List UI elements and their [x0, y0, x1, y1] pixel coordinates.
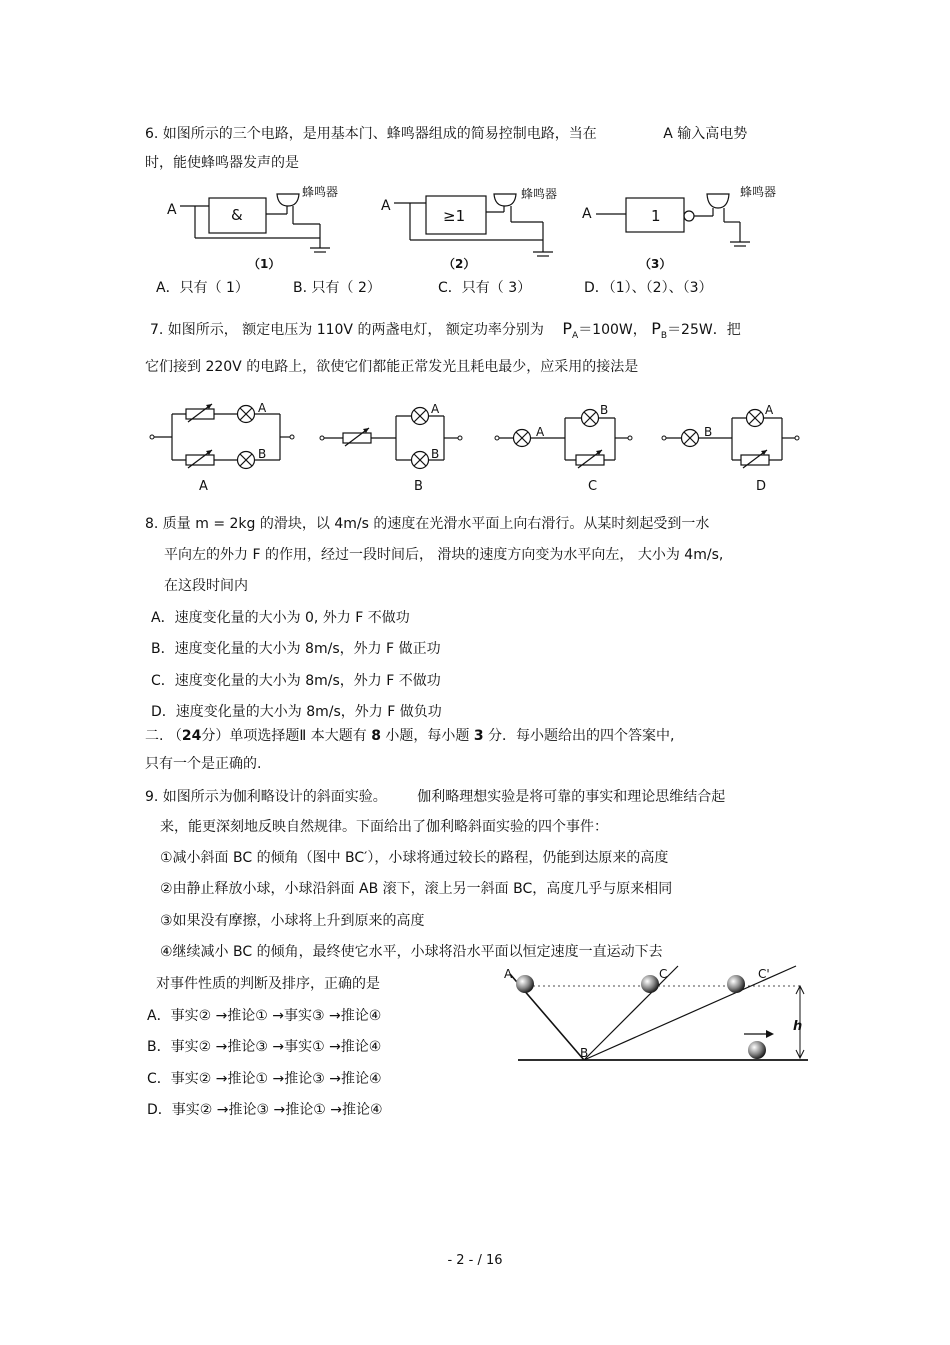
q8-line1: 8. 质量 m = 2kg 的滑块，以 4m/s 的速度在光滑水平面上向右滑行。从某时刻起受到一水: [145, 516, 710, 532]
svg-text:B: B: [431, 447, 440, 461]
circuit-c: [495, 403, 632, 494]
q8-option-d: D．速度变化量的大小为 8m/s，外力 F 做负功: [151, 704, 442, 720]
svg-text:A: A: [765, 403, 774, 417]
galileo-incline-figure: [500, 962, 820, 1067]
q6-option-a: A．只有（ 1）: [156, 280, 249, 296]
buzzer-icon: [494, 194, 516, 206]
q9-prompt: 对事件性质的判断及排序，正确的是: [156, 976, 380, 992]
svg-text:蜂鸣器: 蜂鸣器: [302, 185, 339, 199]
buzzer-icon: [707, 194, 729, 208]
svg-text:h: h: [793, 1019, 803, 1034]
circuit-a: [150, 401, 294, 494]
svg-text:D: D: [756, 479, 767, 494]
svg-text:≥1: ≥1: [443, 207, 466, 225]
svg-text:蜂鸣器: 蜂鸣器: [521, 187, 558, 201]
q9-option-a: A．事实② →推论① →事实③ →推论④: [147, 1008, 382, 1024]
q9-event-3: ③如果没有摩擦，小球将上升到原来的高度: [160, 913, 425, 929]
q6-option-b: B. 只有（ 2）: [293, 280, 381, 296]
q6-stem-line1: 6. 如图所示的三个电路，是用基本门、蜂鸣器组成的简易控制电路，当在 A 输入高电势: [145, 126, 748, 142]
svg-text:C': C': [758, 967, 770, 981]
q8-line2: 平向左的外力 F 的作用，经过一段时间后， 滑块的速度方向变为水平向左， 大小为 4m/s,: [164, 547, 724, 563]
svg-text:A: A: [199, 479, 208, 494]
page-number: - 2 - / 16: [447, 1253, 503, 1268]
section2-heading: 二. （24分）单项选择题Ⅱ 本大题有 8 小题，每小题 3 分．每小题给出的四个答案中,: [145, 728, 675, 744]
svg-text:B: B: [704, 425, 713, 439]
circuit-d: [662, 403, 799, 494]
svg-text:（1）: （1）: [248, 257, 281, 271]
svg-text:B: B: [600, 403, 609, 417]
ball-icon: [727, 975, 745, 993]
ball-icon: [748, 1041, 766, 1059]
q9-option-d: D．事实② →推论③ →推论① →推论④: [147, 1102, 383, 1118]
q9-line2: 来，能更深刻地反映自然规律。下面给出了伽利略斜面实验的四个事件：: [160, 819, 608, 835]
svg-text:B: B: [580, 1046, 589, 1060]
buzzer-icon: [277, 194, 299, 206]
svg-text:&: &: [231, 206, 243, 224]
circuit-2: [381, 186, 557, 271]
q7-circuit-diagrams: [0, 398, 950, 498]
q6-option-d: D．（1）、（2）、（3）: [584, 280, 713, 296]
svg-text:C: C: [588, 479, 598, 494]
q9-option-b: B．事实② →推论③ →事实① →推论④: [147, 1039, 382, 1055]
q7-stem-line1: 7. 如图所示， 额定电压为 110V 的两盏电灯， 额定功率分别为 $P_A=100W$， $P_B=25W$．把: [150, 319, 741, 341]
svg-text:B: B: [258, 447, 267, 461]
q8-option-c: C．速度变化量的大小为 8m/s，外力 F 不做功: [151, 673, 441, 689]
q6-option-c: C．只有（ 3）: [438, 280, 532, 296]
svg-text:B: B: [414, 479, 423, 494]
ball-icon: [516, 975, 534, 993]
q9-event-1: ①减小斜面 BC 的倾角（图中 BC′），小球将通过较长的路程，仍能到达原来的高度: [160, 850, 669, 866]
svg-text:A: A: [381, 198, 391, 214]
q8-option-b: B．速度变化量的大小为 8m/s，外力 F 做正功: [151, 641, 441, 657]
svg-text:（3）: （3）: [639, 257, 672, 271]
section2-line2: 只有一个是正确的.: [145, 756, 262, 772]
svg-text:A: A: [504, 967, 513, 981]
q8-option-a: A．速度变化量的大小为 0, 外力 F 不做功: [151, 610, 410, 626]
circuit-b: [320, 402, 462, 494]
q6-stem-line2: 时，能使蜂鸣器发声的是: [145, 155, 299, 171]
q9-event-4: ④继续减小 BC 的倾角，最终使它水平，小球将沿水平面以恒定速度一直运动下去: [160, 944, 663, 960]
svg-text:1: 1: [651, 207, 661, 225]
q6-circuit-diagrams: [0, 180, 950, 270]
ball-icon: [641, 975, 659, 993]
svg-text:A: A: [582, 206, 592, 222]
q9-event-2: ②由静止释放小球，小球沿斜面 AB 滚下，滚上另一斜面 BC，高度几乎与原来相同: [160, 881, 673, 897]
svg-text:A: A: [536, 425, 545, 439]
svg-text:A: A: [258, 401, 267, 415]
svg-text:C: C: [659, 967, 668, 981]
q9-line1: 9. 如图所示为伽利略设计的斜面实验。 伽利略理想实验是将可靠的事实和理论思维结合起: [145, 789, 726, 805]
circuit-3: [582, 184, 776, 271]
svg-text:蜂鸣器: 蜂鸣器: [740, 185, 777, 199]
svg-text:A: A: [167, 202, 177, 218]
q8-line3: 在这段时间内: [164, 578, 248, 594]
svg-text:（2）: （2）: [443, 257, 476, 271]
circuit-1: [167, 184, 338, 271]
q7-stem-line2: 它们接到 220V 的电路上，欲使它们都能正常发光且耗电最少，应采用的接法是: [145, 359, 639, 375]
q9-option-c: C．事实② →推论① →推论③ →推论④: [147, 1071, 382, 1087]
svg-text:A: A: [431, 402, 440, 416]
